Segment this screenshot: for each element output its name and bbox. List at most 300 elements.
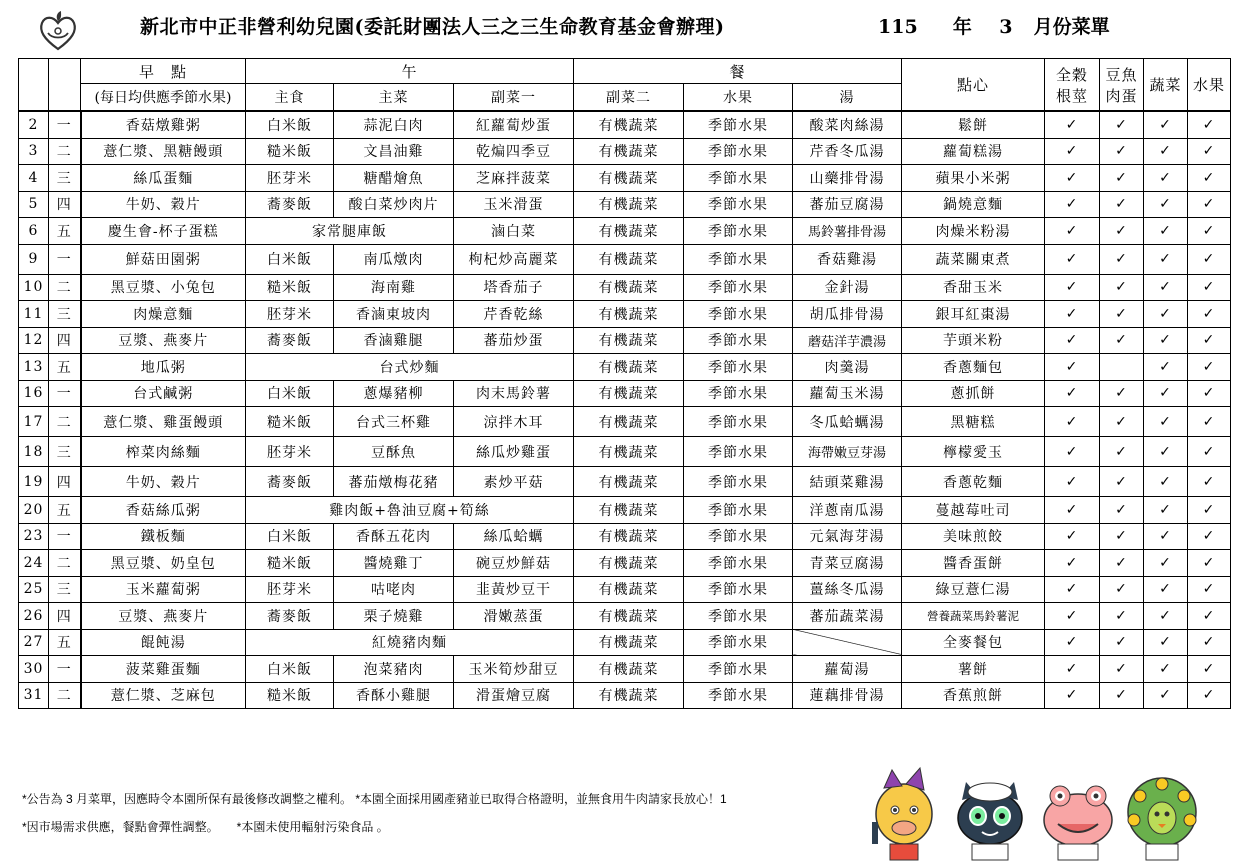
row-main: 咕咾肉 — [334, 576, 454, 603]
row-snack: 全麥餐包 — [902, 629, 1045, 656]
row-breakfast: 香菇絲瓜粥 — [81, 497, 246, 524]
row-check-fruit: ✓ — [1188, 437, 1231, 467]
frog-mascot-icon — [1044, 786, 1112, 860]
row-snack: 蔓越莓吐司 — [902, 497, 1045, 524]
row-check-veg: ✓ — [1144, 111, 1188, 138]
row-breakfast: 慶生會-杯子蛋糕 — [81, 218, 246, 245]
row-side2: 有機蔬菜 — [574, 191, 684, 218]
row-snack: 薯餅 — [902, 656, 1045, 683]
row-check-protein: ✓ — [1100, 550, 1144, 577]
row-check-veg: ✓ — [1144, 354, 1188, 381]
row-soup: 海帶嫩豆芽湯 — [793, 437, 902, 467]
row-check-veg: ✓ — [1144, 576, 1188, 603]
footnote-line-2 — [22, 818, 389, 835]
row-side2: 有機蔬菜 — [574, 407, 684, 437]
row-side1: 紅蘿蔔炒蛋 — [454, 111, 574, 138]
header-side1: 副菜一 — [454, 84, 574, 112]
row-check-grain: ✓ — [1045, 437, 1100, 467]
row-soup: 蓮藕排骨湯 — [793, 682, 902, 709]
row-staple: 糙米飯 — [246, 682, 334, 709]
row-check-veg: ✓ — [1144, 437, 1188, 467]
row-date: 17 — [19, 407, 49, 437]
row-check-protein: ✓ — [1100, 437, 1144, 467]
row-staple: 糙米飯 — [246, 138, 334, 165]
header-snack: 點心 — [902, 59, 1045, 112]
row-fruit: 季節水果 — [684, 165, 793, 192]
row-date: 3 — [19, 138, 49, 165]
header-veg: 蔬菜 — [1144, 59, 1188, 112]
row-side2: 有機蔬菜 — [574, 354, 684, 381]
row-day-of-week: 一 — [49, 523, 81, 550]
row-check-grain: ✓ — [1045, 327, 1100, 354]
row-snack: 銀耳紅棗湯 — [902, 301, 1045, 328]
row-day-of-week: 二 — [49, 274, 81, 301]
row-staple: 蕎麥飯 — [246, 603, 334, 630]
row-check-fruit: ✓ — [1188, 603, 1231, 630]
row-check-veg: ✓ — [1144, 380, 1188, 407]
row-check-protein: ✓ — [1100, 327, 1144, 354]
row-check-grain: ✓ — [1045, 497, 1100, 524]
row-side2: 有機蔬菜 — [574, 244, 684, 274]
row-check-protein: ✓ — [1100, 629, 1144, 656]
row-check-veg: ✓ — [1144, 523, 1188, 550]
row-breakfast: 地瓜粥 — [81, 354, 246, 381]
row-side1: 碗豆炒鮮菇 — [454, 550, 574, 577]
row-day-of-week: 三 — [49, 301, 81, 328]
row-side2: 有機蔬菜 — [574, 301, 684, 328]
row-check-protein: ✓ — [1100, 523, 1144, 550]
footnote-market: *因市場需求供應，餐點會彈性調整。 — [22, 820, 219, 834]
row-snack: 芋頭米粉 — [902, 327, 1045, 354]
row-check-fruit: ✓ — [1188, 550, 1231, 577]
mascots-illustration — [862, 766, 1206, 862]
row-side2: 有機蔬菜 — [574, 380, 684, 407]
header-main: 主菜 — [334, 84, 454, 112]
row-check-fruit: ✓ — [1188, 629, 1231, 656]
row-breakfast: 黑豆漿、小兔包 — [81, 274, 246, 301]
row-fruit: 季節水果 — [684, 407, 793, 437]
row-day-of-week: 四 — [49, 467, 81, 497]
row-fruit: 季節水果 — [684, 274, 793, 301]
row-check-protein: ✓ — [1100, 656, 1144, 683]
row-day-of-week: 二 — [49, 550, 81, 577]
cat-mascot-icon — [958, 782, 1022, 860]
row-check-grain: ✓ — [1045, 576, 1100, 603]
row-soup: 蘿蔔湯 — [793, 656, 902, 683]
row-snack: 香蕉煎餅 — [902, 682, 1045, 709]
row-check-grain: ✓ — [1045, 629, 1100, 656]
row-day-of-week: 二 — [49, 138, 81, 165]
row-check-fruit: ✓ — [1188, 244, 1231, 274]
row-soup: 洋蔥南瓜湯 — [793, 497, 902, 524]
row-side1: 涼拌木耳 — [454, 407, 574, 437]
row-staple: 蕎麥飯 — [246, 327, 334, 354]
row-side2: 有機蔬菜 — [574, 437, 684, 467]
footnote-line-1: *公告為 3 月菜單，因應時令本園所保有最後修改調整之權利。 *本園全面採用國產豬並已取得合格證明，並無食用牛肉請家長放心！1 — [22, 792, 727, 806]
header-lunch-a: 午 — [246, 59, 574, 84]
row-breakfast: 餛飩湯 — [81, 629, 246, 656]
row-soup: 蕃茄蔬菜湯 — [793, 603, 902, 630]
row-side2: 有機蔬菜 — [574, 467, 684, 497]
row-soup: 酸菜肉絲湯 — [793, 111, 902, 138]
row-check-grain: ✓ — [1045, 380, 1100, 407]
row-side2: 有機蔬菜 — [574, 603, 684, 630]
row-snack: 蘋果小米粥 — [902, 165, 1045, 192]
row-day-of-week: 五 — [49, 629, 81, 656]
row-staple: 糙米飯 — [246, 274, 334, 301]
row-snack: 檸檬愛玉 — [902, 437, 1045, 467]
row-main: 酸白菜炒肉片 — [334, 191, 454, 218]
row-date: 9 — [19, 244, 49, 274]
row-side1: 玉米滑蛋 — [454, 191, 574, 218]
row-fruit: 季節水果 — [684, 656, 793, 683]
row-check-protein: ✓ — [1100, 218, 1144, 245]
row-fruit: 季節水果 — [684, 244, 793, 274]
row-side1: 乾煸四季豆 — [454, 138, 574, 165]
header-protein-line1: 豆魚 — [1105, 65, 1138, 84]
row-breakfast: 鮮菇田園粥 — [81, 244, 246, 274]
menu-row — [19, 274, 1231, 301]
row-fruit: 季節水果 — [684, 467, 793, 497]
row-side2: 有機蔬菜 — [574, 327, 684, 354]
row-fruit: 季節水果 — [684, 380, 793, 407]
row-staple: 胚芽米 — [246, 576, 334, 603]
row-staple: 胚芽米 — [246, 301, 334, 328]
row-check-fruit: ✓ — [1188, 274, 1231, 301]
row-side1: 韭黃炒豆干 — [454, 576, 574, 603]
row-check-veg: ✓ — [1144, 327, 1188, 354]
row-day-of-week: 一 — [49, 111, 81, 138]
menu-row — [19, 656, 1231, 683]
row-side2: 有機蔬菜 — [574, 138, 684, 165]
row-main: 香酥五花肉 — [334, 523, 454, 550]
header-date-cell — [19, 59, 49, 112]
row-soup: 山藥排骨湯 — [793, 165, 902, 192]
row-check-grain: ✓ — [1045, 244, 1100, 274]
row-check-veg: ✓ — [1144, 629, 1188, 656]
row-soup: 元氣海芽湯 — [793, 523, 902, 550]
row-breakfast: 黑豆漿、奶皇包 — [81, 550, 246, 577]
menu-month: 3 — [999, 16, 1013, 38]
row-check-protein: ✓ — [1100, 301, 1144, 328]
row-main: 香滷雞腿 — [334, 327, 454, 354]
row-side1: 滑嫩蒸蛋 — [454, 603, 574, 630]
row-staple: 糙米飯 — [246, 407, 334, 437]
row-date: 5 — [19, 191, 49, 218]
header-breakfast: 早 點 — [81, 59, 246, 84]
row-fruit: 季節水果 — [684, 218, 793, 245]
row-side1: 滑蛋燴豆腐 — [454, 682, 574, 709]
page-title: 新北市中正非營利幼兒園(委託財團法人三之三生命教育基金會辦理) — [140, 16, 725, 38]
row-check-protein: ✓ — [1100, 497, 1144, 524]
row-snack: 蘿蔔糕湯 — [902, 138, 1045, 165]
menu-row — [19, 603, 1231, 630]
row-staple: 胚芽米 — [246, 165, 334, 192]
row-side1: 肉末馬鈴薯 — [454, 380, 574, 407]
row-side2: 有機蔬菜 — [574, 576, 684, 603]
row-check-veg: ✓ — [1144, 165, 1188, 192]
row-check-veg: ✓ — [1144, 301, 1188, 328]
row-check-fruit: ✓ — [1188, 218, 1231, 245]
menu-row — [19, 191, 1231, 218]
row-day-of-week: 五 — [49, 354, 81, 381]
row-breakfast: 豆漿、燕麥片 — [81, 327, 246, 354]
menu-row — [19, 218, 1231, 245]
row-snack: 營養蔬菜馬鈴薯泥 — [902, 603, 1045, 630]
row-soup: 青菜豆腐湯 — [793, 550, 902, 577]
row-breakfast: 薏仁漿、芝麻包 — [81, 682, 246, 709]
row-side1: 絲瓜蛤蠣 — [454, 523, 574, 550]
header-lunch-b: 餐 — [574, 59, 902, 84]
row-soup: 薑絲冬瓜湯 — [793, 576, 902, 603]
menu-row — [19, 629, 1231, 656]
row-lunch-combined: 雞肉飯+魯油豆腐+筍絲 — [246, 497, 574, 524]
menu-table — [18, 58, 1231, 709]
peacock-mascot-icon — [1128, 778, 1196, 860]
row-check-veg: ✓ — [1144, 191, 1188, 218]
row-check-protein: ✓ — [1100, 380, 1144, 407]
row-check-protein: ✓ — [1100, 407, 1144, 437]
row-fruit: 季節水果 — [684, 327, 793, 354]
row-check-grain: ✓ — [1045, 550, 1100, 577]
row-check-grain: ✓ — [1045, 111, 1100, 138]
header-fruit-group: 水果 — [1188, 59, 1231, 112]
header-grain-line1: 全穀 — [1055, 65, 1088, 84]
row-check-grain: ✓ — [1045, 165, 1100, 192]
row-check-protein: ✓ — [1100, 244, 1144, 274]
row-snack: 肉燥米粉湯 — [902, 218, 1045, 245]
row-check-veg: ✓ — [1144, 550, 1188, 577]
row-side2: 有機蔬菜 — [574, 523, 684, 550]
row-day-of-week: 三 — [49, 165, 81, 192]
row-fruit: 季節水果 — [684, 603, 793, 630]
row-side1: 芝麻拌菠菜 — [454, 165, 574, 192]
footnote-radiation: *本園未使用輻射污染食品 。 — [236, 820, 389, 834]
row-snack: 鬆餅 — [902, 111, 1045, 138]
row-check-fruit: ✓ — [1188, 682, 1231, 709]
row-soup: 冬瓜蛤蠣湯 — [793, 407, 902, 437]
row-check-protein: ✓ — [1100, 165, 1144, 192]
row-staple: 蕎麥飯 — [246, 467, 334, 497]
row-soup: 馬鈴薯排骨湯 — [793, 218, 902, 245]
row-side2: 有機蔬菜 — [574, 497, 684, 524]
row-check-veg: ✓ — [1144, 603, 1188, 630]
row-side2: 有機蔬菜 — [574, 656, 684, 683]
row-date: 25 — [19, 576, 49, 603]
row-breakfast: 豆漿、燕麥片 — [81, 603, 246, 630]
row-fruit: 季節水果 — [684, 682, 793, 709]
row-side1: 塔香茄子 — [454, 274, 574, 301]
row-breakfast: 鐵板麵 — [81, 523, 246, 550]
row-day-of-week: 三 — [49, 576, 81, 603]
row-snack: 美味煎餃 — [902, 523, 1045, 550]
row-check-fruit: ✓ — [1188, 191, 1231, 218]
row-fruit: 季節水果 — [684, 497, 793, 524]
row-check-protein: ✓ — [1100, 274, 1144, 301]
row-side2: 有機蔬菜 — [574, 111, 684, 138]
menu-row — [19, 550, 1231, 577]
row-staple: 胚芽米 — [246, 437, 334, 467]
row-breakfast: 香菇燉雞粥 — [81, 111, 246, 138]
row-breakfast: 玉米蘿蔔粥 — [81, 576, 246, 603]
row-day-of-week: 三 — [49, 437, 81, 467]
row-side2: 有機蔬菜 — [574, 550, 684, 577]
row-fruit: 季節水果 — [684, 523, 793, 550]
header-fruit: 水果 — [684, 84, 793, 112]
row-day-of-week: 五 — [49, 497, 81, 524]
row-check-fruit: ✓ — [1188, 523, 1231, 550]
row-main: 蕃茄燉梅花豬 — [334, 467, 454, 497]
row-lunch-combined: 台式炒麵 — [246, 354, 574, 381]
row-side2: 有機蔬菜 — [574, 682, 684, 709]
header-grain — [1045, 59, 1100, 112]
row-check-grain: ✓ — [1045, 354, 1100, 381]
row-check-veg: ✓ — [1144, 218, 1188, 245]
row-side1: 枸杞炒高麗菜 — [454, 244, 574, 274]
row-check-protein: ✓ — [1100, 111, 1144, 138]
row-day-of-week: 二 — [49, 407, 81, 437]
row-check-protein: ✓ — [1100, 191, 1144, 218]
row-main: 海南雞 — [334, 274, 454, 301]
row-date: 26 — [19, 603, 49, 630]
row-check-grain: ✓ — [1045, 191, 1100, 218]
row-side1: 玉米筍炒甜豆 — [454, 656, 574, 683]
row-soup: 芹香冬瓜湯 — [793, 138, 902, 165]
row-check-fruit: ✓ — [1188, 467, 1231, 497]
row-check-grain: ✓ — [1045, 523, 1100, 550]
row-check-grain: ✓ — [1045, 274, 1100, 301]
menu-row — [19, 380, 1231, 407]
row-check-protein — [1100, 354, 1144, 381]
menu-row — [19, 437, 1231, 467]
menu-row — [19, 327, 1231, 354]
row-snack: 綠豆薏仁湯 — [902, 576, 1045, 603]
row-check-veg: ✓ — [1144, 467, 1188, 497]
menu-year-unit: 年 — [952, 16, 972, 38]
row-side2: 有機蔬菜 — [574, 629, 684, 656]
row-check-grain: ✓ — [1045, 656, 1100, 683]
row-day-of-week: 一 — [49, 380, 81, 407]
row-check-veg: ✓ — [1144, 244, 1188, 274]
row-day-of-week: 一 — [49, 244, 81, 274]
row-main: 豆酥魚 — [334, 437, 454, 467]
row-staple: 白米飯 — [246, 523, 334, 550]
row-side1: 絲瓜炒雞蛋 — [454, 437, 574, 467]
menu-row — [19, 138, 1231, 165]
row-staple: 白米飯 — [246, 380, 334, 407]
row-check-veg: ✓ — [1144, 656, 1188, 683]
menu-row — [19, 576, 1231, 603]
row-main: 醬燒雞丁 — [334, 550, 454, 577]
row-snack: 香甜玉米 — [902, 274, 1045, 301]
row-main: 文昌油雞 — [334, 138, 454, 165]
row-day-of-week: 一 — [49, 656, 81, 683]
school-logo-icon — [36, 9, 80, 53]
row-check-fruit: ✓ — [1188, 497, 1231, 524]
row-check-grain: ✓ — [1045, 682, 1100, 709]
row-fruit: 季節水果 — [684, 138, 793, 165]
row-snack: 香蔥乾麵 — [902, 467, 1045, 497]
menu-row — [19, 165, 1231, 192]
row-main: 香酥小雞腿 — [334, 682, 454, 709]
header-protein — [1100, 59, 1144, 112]
row-check-fruit: ✓ — [1188, 656, 1231, 683]
header-grain-line2: 根莖 — [1055, 86, 1088, 105]
header-side2: 副菜二 — [574, 84, 684, 112]
header-dow-cell — [49, 59, 81, 112]
row-side2: 有機蔬菜 — [574, 274, 684, 301]
row-check-veg: ✓ — [1144, 138, 1188, 165]
menu-row — [19, 523, 1231, 550]
row-date: 12 — [19, 327, 49, 354]
row-check-protein: ✓ — [1100, 682, 1144, 709]
menu-row — [19, 354, 1231, 381]
row-check-fruit: ✓ — [1188, 576, 1231, 603]
row-staple: 糙米飯 — [246, 550, 334, 577]
menu-row — [19, 244, 1231, 274]
row-breakfast: 絲瓜蛋麵 — [81, 165, 246, 192]
row-soup: 蘑菇洋芋濃湯 — [793, 327, 902, 354]
row-main: 蔥爆豬柳 — [334, 380, 454, 407]
row-check-protein: ✓ — [1100, 138, 1144, 165]
row-fruit: 季節水果 — [684, 629, 793, 656]
row-staple: 白米飯 — [246, 656, 334, 683]
row-breakfast: 榨菜肉絲麵 — [81, 437, 246, 467]
row-soup: 蘿蔔玉米湯 — [793, 380, 902, 407]
row-day-of-week: 四 — [49, 191, 81, 218]
row-check-fruit: ✓ — [1188, 111, 1231, 138]
row-date: 31 — [19, 682, 49, 709]
row-check-grain: ✓ — [1045, 218, 1100, 245]
row-lunch-combined: 紅燒豬肉麵 — [246, 629, 574, 656]
row-date: 13 — [19, 354, 49, 381]
row-date: 10 — [19, 274, 49, 301]
row-date: 27 — [19, 629, 49, 656]
row-check-grain: ✓ — [1045, 138, 1100, 165]
row-main: 南瓜燉肉 — [334, 244, 454, 274]
row-check-fruit: ✓ — [1188, 380, 1231, 407]
row-soup: 香菇雞湯 — [793, 244, 902, 274]
row-main: 蒜泥白肉 — [334, 111, 454, 138]
row-side1: 滷白菜 — [454, 218, 574, 245]
row-snack: 蔬菜關東煮 — [902, 244, 1045, 274]
row-day-of-week: 二 — [49, 682, 81, 709]
row-breakfast: 菠菜雞蛋麵 — [81, 656, 246, 683]
row-soup: 肉羹湯 — [793, 354, 902, 381]
row-fruit: 季節水果 — [684, 354, 793, 381]
menu-row — [19, 467, 1231, 497]
header-staple: 主食 — [246, 84, 334, 112]
menu-year: 115 — [878, 16, 918, 38]
header-breakfast-note: (每日均供應季節水果) — [81, 84, 246, 112]
row-date: 6 — [19, 218, 49, 245]
row-check-grain: ✓ — [1045, 603, 1100, 630]
row-breakfast: 台式鹹粥 — [81, 380, 246, 407]
row-check-grain: ✓ — [1045, 407, 1100, 437]
row-main: 栗子燒雞 — [334, 603, 454, 630]
row-fruit: 季節水果 — [684, 576, 793, 603]
menu-month-unit: 月份菜單 — [1033, 16, 1110, 38]
horse-mascot-icon — [872, 768, 932, 860]
row-check-fruit: ✓ — [1188, 138, 1231, 165]
row-snack: 香蔥麵包 — [902, 354, 1045, 381]
menu-row — [19, 301, 1231, 328]
row-breakfast: 牛奶、穀片 — [81, 191, 246, 218]
row-date: 20 — [19, 497, 49, 524]
row-date: 18 — [19, 437, 49, 467]
row-date: 30 — [19, 656, 49, 683]
row-soup: 胡瓜排骨湯 — [793, 301, 902, 328]
